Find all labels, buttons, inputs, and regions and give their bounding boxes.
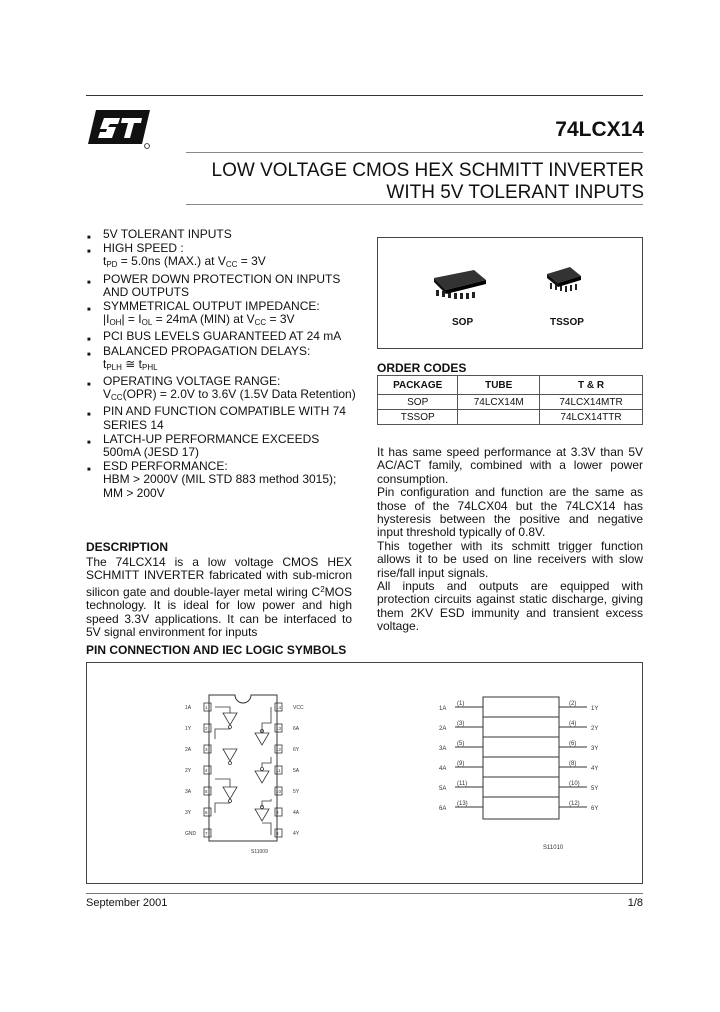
- inverter-gates: [215, 707, 271, 835]
- st-logo: [86, 104, 152, 150]
- iec-output-number: (6): [569, 741, 577, 747]
- document-title: [212, 160, 644, 204]
- iec-output-label: 5Y: [591, 786, 599, 792]
- feature-text: HIGH SPEED :: [103, 241, 184, 256]
- dip-pin-label: 3A: [185, 789, 192, 795]
- feature-item: ■ 5V TOLERANT INPUTS: [87, 227, 232, 241]
- iec-output-label: 4Y: [591, 766, 599, 772]
- feature-item: ■ ESD PERFORMANCE: HBM > 2000V (MIL STD 883 method 3015); MM > 200V: [87, 459, 337, 500]
- paragraph: All inputs and outputs are equipped with protection circuits against static discharge, giving them 2KV ESD immunity and transient excess voltage.: [377, 579, 643, 634]
- iec-output-label: 6Y: [591, 806, 599, 812]
- feature-text: SYMMETRICAL OUTPUT IMPEDANCE:: [103, 299, 320, 314]
- title-rule: [186, 152, 643, 153]
- iec-input-label: 6A: [439, 806, 447, 812]
- iec-logic-symbol: [483, 697, 559, 819]
- iec-output-label: 1Y: [591, 706, 599, 712]
- dip-pin-number: 8: [276, 831, 279, 836]
- iec-output-label: 3Y: [591, 746, 599, 752]
- dip-pin-number: 11: [276, 768, 281, 773]
- iec-input-number: (3): [457, 721, 465, 727]
- iec-figure-id: S11010: [543, 845, 564, 851]
- footer-rule: [86, 893, 643, 894]
- table-cell: TSSOP: [378, 410, 458, 425]
- description-heading: DESCRIPTION: [86, 540, 169, 554]
- iec-input-number: (1): [457, 701, 465, 707]
- iec-input-number: (9): [457, 761, 465, 767]
- iec-input-label: 5A: [439, 786, 447, 792]
- table-row: [378, 410, 643, 425]
- dip-pin-label: 2Y: [185, 768, 192, 774]
- dip-pin-number: 4: [205, 768, 208, 773]
- column-header: T & R: [540, 376, 643, 395]
- package-images: [377, 237, 643, 349]
- dip-pin-label: 4A: [293, 810, 300, 816]
- iec-input-number: (5): [457, 741, 465, 747]
- iec-output-number: (2): [569, 701, 577, 707]
- feature-item: ■ BALANCED PROPAGATION DELAYS: $t_{PLH}$ ≅ $t_{PHL}$: [87, 343, 311, 372]
- dip-pin-label: 1A: [185, 705, 192, 711]
- table-cell: SOP: [378, 395, 458, 410]
- column-header: TUBE: [458, 376, 540, 395]
- order-codes-table: [377, 375, 643, 425]
- iec-input-label: 4A: [439, 766, 447, 772]
- dip-pin-number: 13: [276, 726, 282, 731]
- feature-item: ■ LATCH-UP PERFORMANCE EXCEEDS 500mA (JESD 17): [87, 431, 320, 460]
- tssop-package-image: [544, 264, 584, 294]
- dip-pin-label: GND: [185, 831, 197, 837]
- dip-pin-label: 6A: [293, 726, 300, 732]
- description-text: The 74LCX14 is a low voltage CMOS HEX SCHMITT INVERTER fabricated with sub-micron silicon gate and double-layer metal wiring $C^2MOS$ technology. It is ideal for low power and high speed 3.3V applications. It can be interfaced to 5V signal environment for inputs: [86, 555, 352, 640]
- iec-output-number: (4): [569, 721, 577, 727]
- dip-pin-number: 12: [276, 747, 282, 752]
- iec-input-label: 2A: [439, 726, 447, 732]
- iec-input-number: (11): [457, 781, 468, 787]
- feature-item: ■ HIGH SPEED : $t_{PD} = 5.0ns$ (MAX.) at $V_{CC} = 3V$: [87, 241, 266, 270]
- dip-pin-label: 4Y: [293, 831, 300, 837]
- dip-pin-number: 7: [205, 831, 208, 836]
- feature-text: 5V TOLERANT INPUTS: [103, 227, 232, 241]
- dip-pin-number: 10: [276, 789, 282, 794]
- paragraph: It has same speed performance at 3.3V than 5V AC/ACT family, combined with a lower power consumption.: [377, 445, 643, 486]
- order-codes-heading: ORDER CODES: [377, 361, 467, 375]
- dip-pin-label: 6Y: [293, 747, 300, 753]
- column-header: PACKAGE: [378, 376, 458, 395]
- dip-pin-number: 6: [205, 810, 208, 815]
- footer-date: September 2001: [86, 897, 168, 909]
- features-list: [86, 228, 356, 501]
- paragraph: This together with its schmitt trigger function allows it to be used on line receivers with slow rise/fall input signals.: [377, 538, 643, 580]
- feature-item: ■ POWER DOWN PROTECTION ON INPUTS AND OUTPUTS: [87, 271, 341, 299]
- dip-pin-label: VCC: [293, 705, 304, 711]
- feature-text: BALANCED PROPAGATION DELAYS:: [103, 343, 311, 358]
- dip-pin-number: 2: [205, 726, 208, 731]
- iec-input-number: (13): [457, 801, 468, 807]
- dip-pin-number: 3: [205, 747, 208, 752]
- sop-label: SOP: [452, 317, 474, 328]
- footer-page-number: 1/8: [627, 897, 643, 909]
- dip-pin-label: 2A: [185, 747, 192, 753]
- title-line-1: LOW VOLTAGE CMOS HEX SCHMITT INVERTER: [211, 160, 644, 181]
- feature-item: ■ PCI BUS LEVELS GUARANTEED AT 24 mA: [87, 329, 342, 344]
- dip-pin-label: 3Y: [185, 810, 192, 816]
- iec-input-label: 1A: [439, 706, 447, 712]
- dip-pin-number: 1: [205, 705, 208, 710]
- title-line-2: WITH 5V TOLERANT INPUTS: [386, 182, 644, 203]
- feature-text: PIN AND FUNCTION COMPATIBLE WITH 74 SERIES 14: [103, 404, 346, 432]
- table-cell: [458, 410, 540, 425]
- feature-text: POWER DOWN PROTECTION ON INPUTS AND OUTPUTS: [103, 271, 341, 299]
- feature-item: ■ OPERATING VOLTAGE RANGE: $V_{CC}(OPR) = 2.0V$ to 3.6V (1.5V Data Retention): [87, 374, 356, 403]
- dip-pin-number: 5: [205, 789, 208, 794]
- dip-pin-label: 1Y: [185, 726, 192, 732]
- pin-connection-figure: [86, 662, 643, 884]
- feature-text: OPERATING VOLTAGE RANGE:: [103, 374, 281, 389]
- table-row: [378, 395, 643, 410]
- feature-text: LATCH-UP PERFORMANCE EXCEEDS 500mA (JESD 17): [103, 431, 320, 460]
- title-underline: [186, 204, 643, 205]
- dip-pin-label: 5Y: [293, 789, 300, 795]
- table-cell: 74LCX14M: [458, 395, 540, 410]
- sop-package-image: [432, 266, 488, 300]
- dip-figure-id: S11009: [251, 849, 268, 855]
- iec-output-number: (8): [569, 761, 577, 767]
- dip-pin-number: 9: [276, 810, 279, 815]
- feature-item: ■ SYMMETRICAL OUTPUT IMPEDANCE: $|I_{OH}| = I_{OL} = 24mA$ (MIN) at $V_{CC} = 3V$: [87, 299, 320, 328]
- feature-text: ESD PERFORMANCE:: [103, 459, 228, 474]
- iec-output-number: (10): [569, 781, 580, 787]
- dip-pin-label: 5A: [293, 768, 300, 774]
- top-rule: [86, 95, 643, 96]
- table-cell: 74LCX14MTR: [540, 395, 643, 410]
- paragraph: Pin configuration and function are the same as those of the 74LCX04 but the 74LCX14 has hysteresis between the positive and negative input threshold typically of 0.8V.: [377, 485, 643, 540]
- table-header-row: [378, 376, 643, 395]
- pin-connection-heading: PIN CONNECTION AND IEC LOGIC SYMBOLS: [86, 643, 347, 657]
- feature-item: ■ PIN AND FUNCTION COMPATIBLE WITH 74 SERIES 14: [87, 404, 346, 432]
- tssop-label: TSSOP: [550, 317, 584, 328]
- iec-output-label: 2Y: [591, 726, 599, 732]
- iec-output-number: (12): [569, 801, 580, 807]
- feature-text: PCI BUS LEVELS GUARANTEED AT 24 mA: [103, 329, 342, 344]
- pin-diagram: [87, 663, 642, 883]
- part-number: 74LCX14: [555, 118, 644, 141]
- iec-input-label: 3A: [439, 746, 447, 752]
- dip-pin-number: 14: [276, 705, 282, 710]
- table-cell: 74LCX14TTR: [540, 410, 643, 425]
- right-column-text: [377, 446, 643, 634]
